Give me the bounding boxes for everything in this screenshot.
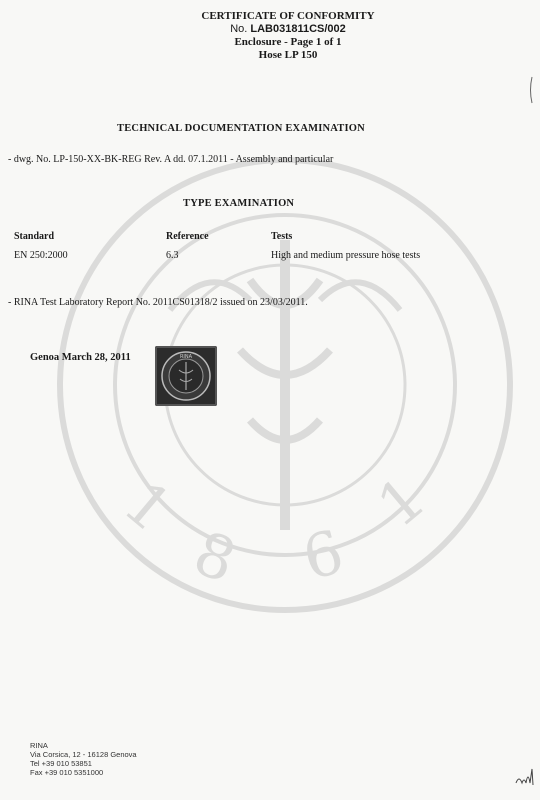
edge-mark-icon xyxy=(526,75,536,105)
svg-text:8: 8 xyxy=(184,518,245,598)
table-cell-reference: 6.3 xyxy=(166,250,179,261)
place-date-line: Genoa March 28, 2011 xyxy=(30,352,131,363)
column-header-reference: Reference xyxy=(166,231,209,242)
enclosure-line: Enclosure - Page 1 of 1 xyxy=(234,36,342,48)
column-header-tests: Tests xyxy=(271,231,293,242)
footer-tel: Tel +39 010 53851 xyxy=(30,759,92,768)
product-line: Hose LP 150 xyxy=(258,49,318,61)
certificate-number-prefix: No. xyxy=(230,23,248,35)
technical-documentation-title: TECHNICAL DOCUMENTATION EXAMINATION xyxy=(117,123,365,134)
handwritten-mark-icon xyxy=(514,763,538,789)
svg-text:1: 1 xyxy=(364,463,439,542)
watermark-seal-icon xyxy=(50,150,520,620)
rina-stamp xyxy=(155,346,217,406)
certificate-header xyxy=(0,10,540,62)
type-examination-title: TYPE EXAMINATION xyxy=(183,198,295,209)
footer-fax: Fax +39 010 5351000 xyxy=(30,768,104,777)
svg-text:RINA: RINA xyxy=(179,354,193,360)
svg-text:1: 1 xyxy=(110,467,185,547)
drawing-reference-line: - dwg. No. LP-150-XX-BK-REG Rev. A dd. 07.1.2011 - Assembly and particular xyxy=(8,154,334,165)
footer-address-line: Via Corsica, 12 - 16128 Genova xyxy=(30,750,137,759)
svg-text:6: 6 xyxy=(295,516,351,595)
certificate-number-line xyxy=(0,23,540,36)
table-cell-tests: High and medium pressure hose tests xyxy=(271,250,421,261)
certificate-title: CERTIFICATE OF CONFORMITY xyxy=(201,10,375,22)
table-cell-standard: EN 250:2000 xyxy=(14,250,68,261)
rina-seal-icon xyxy=(155,346,217,406)
footer-address xyxy=(30,741,137,777)
certificate-number: LAB031811CS/002 xyxy=(250,23,346,35)
test-report-line: - RINA Test Laboratory Report No. 2011CS01318/2 issued on 23/03/2011. xyxy=(8,297,308,308)
column-header-standard: Standard xyxy=(14,231,55,242)
footer-company: RINA xyxy=(30,741,48,750)
